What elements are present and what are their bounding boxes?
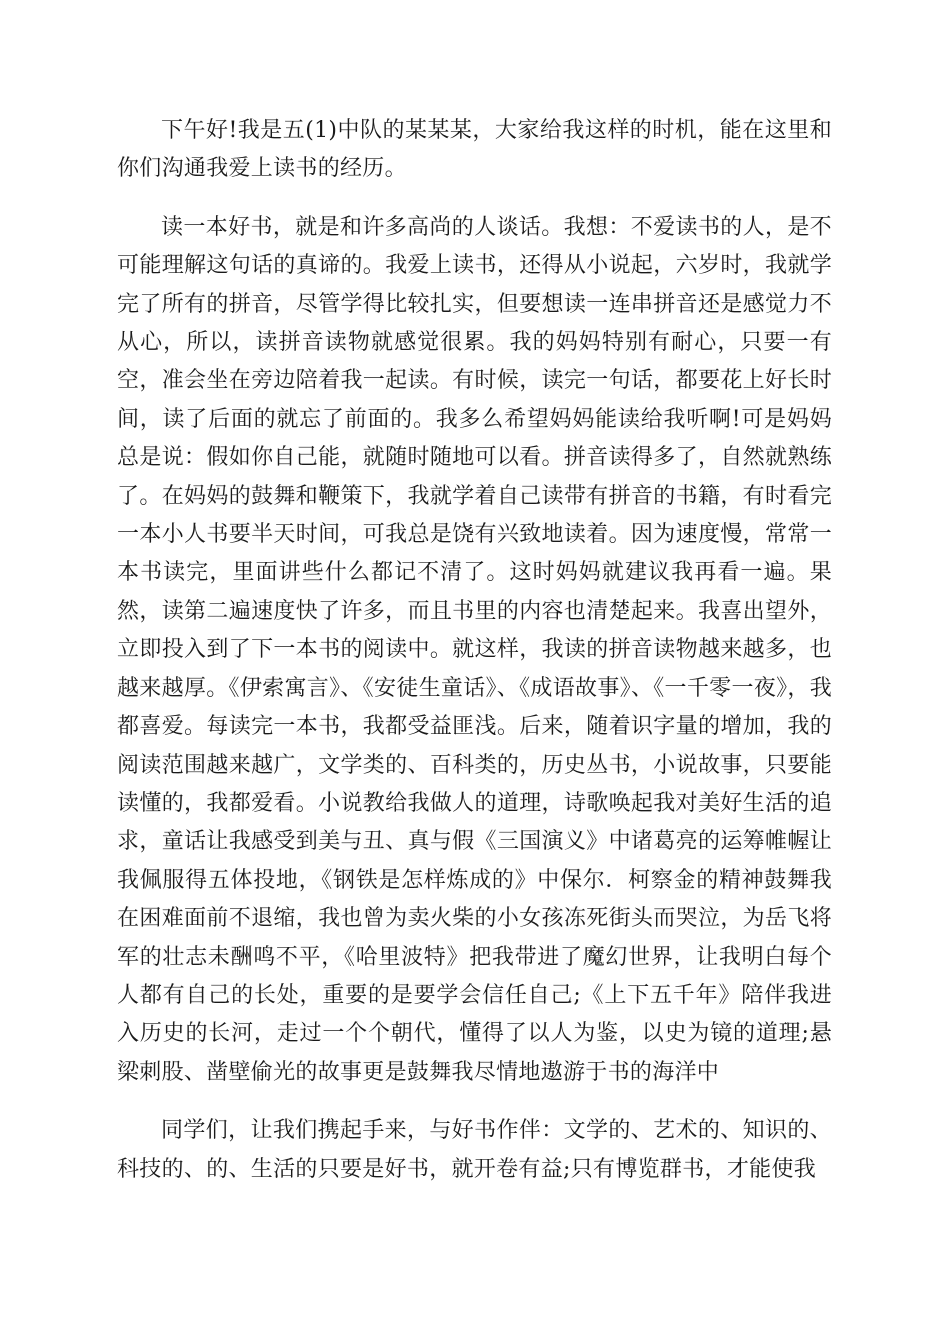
document-body	[117, 112, 832, 1189]
paragraph-greeting: 下午好!我是五(1)中队的某某某，大家给我这样的时机，能在这里和你们沟通我爱上读书的经历。	[117, 118, 832, 182]
paragraph-reading-story: 读一本好书，就是和许多高尚的人谈话。我想：不爱读书的人，是不可能理解这句话的真谛的。我爱上读书，还得从小说起，六岁时，我就学完了所有的拼音，尽管学得比较扎实，但要想读一连串拼音还是感觉力不从心，所以，读拼音读物就感觉很累。我的妈妈特别有耐心，只要一有空，准会坐在旁边陪着我一起读。有时候，读完一句话，都要花上好长时间，读了后面的就忘了前面的。我多么希望妈妈能读给我听啊!可是妈妈总是说：假如你自己能，就随时随地可以看。拼音读得多了，自然就熟练了。在妈妈的鼓舞和鞭策下，我就学着自己读带有拼音的书籍，有时看完一本小人书要半天时间，可我总是饶有兴致地读着。因为速度慢，常常一本书读完，里面讲些什么都记不清了。这时妈妈就建议我再看一遍。果然，读第二遍速度快了许多，而且书里的内容也清楚起来。我喜出望外，立即投入到了下一本书的阅读中。就这样，我读的拼音读物越来越多，也越来越厚。《伊索寓言》、《安徒生童话》、《成语故事》、《一千零一夜》，我都喜爱。每读完一本书，我都受益匪浅。后来，随着识字量的增加，我的阅读范围越来越广，文学类的、百科类的，历史丛书，小说故事，只要能读懂的，我都爱看。小说教给我做人的道理，诗歌唤起我对美好生活的追求，童话让我感受到美与丑、真与假《三国演义》中诸葛亮的运筹帷幄让我佩服得五体投地，《钢铁是怎样炼成的》中保尔．柯察金的精神鼓舞我在困难面前不退缩，我也曾为卖火柴的小女孩冻死街头而哭泣，为岳飞将军的壮志未酬鸣不平，《哈里波特》把我带进了魔幻世界，让我明白每个人都有自己的长处，重要的是要学会信任自己;《上下五千年》陪伴我进入历史的长河，走过一个个朝代，懂得了以人为鉴，以史为镜的道理;悬梁刺股、凿壁偷光的故事更是鼓舞我尽情地遨游于书的海洋中	[117, 214, 832, 1085]
paragraph-call-to-action: 同学们，让我们携起手来，与好书作伴：文学的、艺术的、知识的、科技的、的、生活的只要是好书，就开卷有益;只有博览群书，才能使我	[117, 1118, 832, 1182]
